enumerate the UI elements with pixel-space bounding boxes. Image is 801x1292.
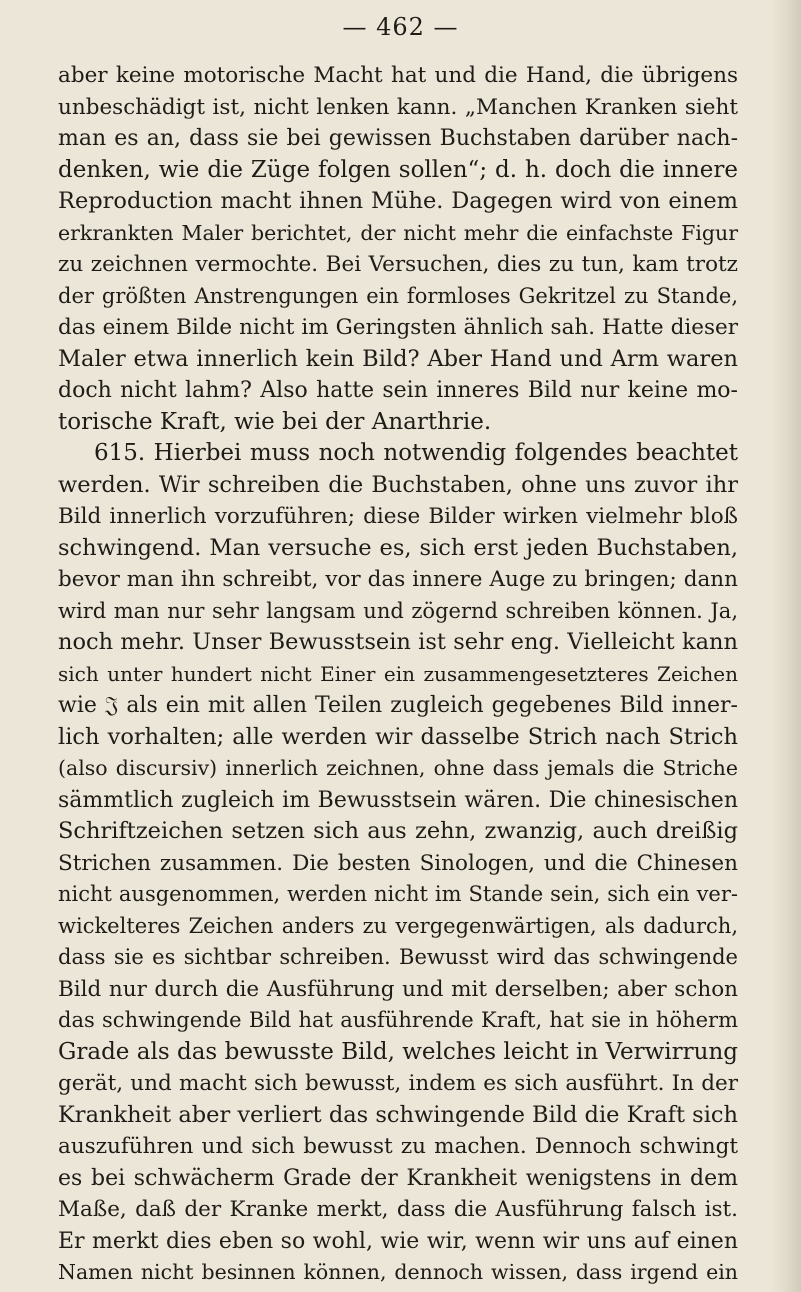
text-line: sich unter hundert nicht Einer ein zusammengesetzteres Zeichen xyxy=(58,661,738,686)
text-line: wie 𝔍 als ein mit allen Teilen zugleich gegebenes Bild inner- xyxy=(58,693,738,718)
text-line: zu zeichnen vermochte. Bei Versuchen, dies zu tun, kam trotz xyxy=(58,252,738,277)
page-number: — 462 — xyxy=(342,13,459,41)
text-line: das einem Bilde nicht im Geringsten ähnlich sah. Hatte dieser xyxy=(58,315,738,340)
page-edge-shadow xyxy=(771,0,801,1292)
text-line: Strichen zusammen. Die besten Sinologen, und die Chinesen xyxy=(58,850,738,876)
text-line: der größten Anstrengungen ein formloses Gekritzel zu Stande, xyxy=(58,283,738,308)
text-line: Bild nur durch die Ausführung und mit derselben; aber schon xyxy=(58,976,738,1002)
text-line: Reproduction macht ihnen Mühe. Dagegen wird von einem xyxy=(58,188,738,214)
text-line: auszuführen und sich bewusst zu machen. Dennoch schwingt xyxy=(58,1134,738,1159)
text-line: torische Kraft, wie bei der Anarthrie. xyxy=(58,408,492,435)
text-line: das schwingende Bild hat ausführende Kraft, hat sie in höherm xyxy=(58,1008,738,1032)
text-line: unbeschädigt ist, nicht lenken kann. „Manchen Kranken sieht xyxy=(58,94,738,120)
text-line: Maße, daß der Kranke merkt, dass die Ausführung falsch ist. xyxy=(58,1197,738,1222)
body-text xyxy=(58,60,738,1289)
text-line: nicht ausgenommen, werden nicht im Stande sein, sich ein ver- xyxy=(58,882,738,906)
text-line: Namen nicht besinnen können, dennoch wissen, dass irgend ein xyxy=(58,1260,738,1284)
text-line: schwingend. Man versuche es, sich erst jeden Buchstaben, xyxy=(58,534,738,561)
text-line: wird man nur sehr langsam und zögernd schreiben können. Ja, xyxy=(58,598,738,623)
text-line: wickelteres Zeichen anders zu vergegenwärtigen, als dadurch, xyxy=(58,913,738,938)
text-line: aber keine motorische Macht hat und die Hand, die übrigens xyxy=(58,63,738,88)
text-line: noch mehr. Unser Bewusstsein ist sehr eng. Vielleicht kann xyxy=(58,629,738,655)
text-line: lich vorhalten; alle werden wir dasselbe Strich nach Strich xyxy=(58,723,738,750)
text-line: Bild innerlich vorzuführen; diese Bilder wirken vielmehr bloß xyxy=(58,504,738,529)
text-line: es bei schwächerm Grade der Krankheit wenigstens in dem xyxy=(58,1165,738,1191)
text-line: erkrankten Maler berichtet, der nicht mehr die einfachste Figur xyxy=(58,220,738,245)
text-line: gerät, und macht sich bewusst, indem es sich ausführt. In der xyxy=(58,1071,738,1096)
text-line: doch nicht lahm? Also hatte sein inneres Bild nur keine mo- xyxy=(58,378,738,403)
text-line: man es an, dass sie bei gewissen Buchstaben darüber nach- xyxy=(58,126,738,151)
text-line: Er merkt dies eben so wohl, wie wir, wenn wir uns auf einen xyxy=(58,1228,738,1254)
text-line: dass sie es sichtbar schreiben. Bewusst wird das schwingende xyxy=(58,945,738,969)
text-line: Grade als das bewusste Bild, welches leicht in Verwirrung xyxy=(58,1038,738,1065)
text-line: Krankheit aber verliert das schwingende Bild die Kraft sich xyxy=(58,1101,738,1128)
text-line: werden. Wir schreiben die Buchstaben, ohne uns zuvor ihr xyxy=(58,471,738,498)
text-line: denken, wie die Züge folgen sollen“; d. h. doch die innere xyxy=(58,156,738,183)
text-line: bevor man ihn schreibt, vor das innere Auge zu bringen; dann xyxy=(58,567,738,592)
text-line: (also discursiv) innerlich zeichnen, ohne dass jemals die Striche xyxy=(58,756,738,780)
text-line: sämmtlich zugleich im Bewusstsein wären. Die chinesischen xyxy=(58,787,738,813)
text-line: Schriftzeichen setzen sich aus zehn, zwanzig, auch dreißig xyxy=(58,818,738,844)
text-line: Maler etwa innerlich kein Bild? Aber Hand und Arm waren xyxy=(58,345,738,372)
text-line: 615. Hierbei muss noch notwendig folgendes beachtet xyxy=(94,440,738,466)
